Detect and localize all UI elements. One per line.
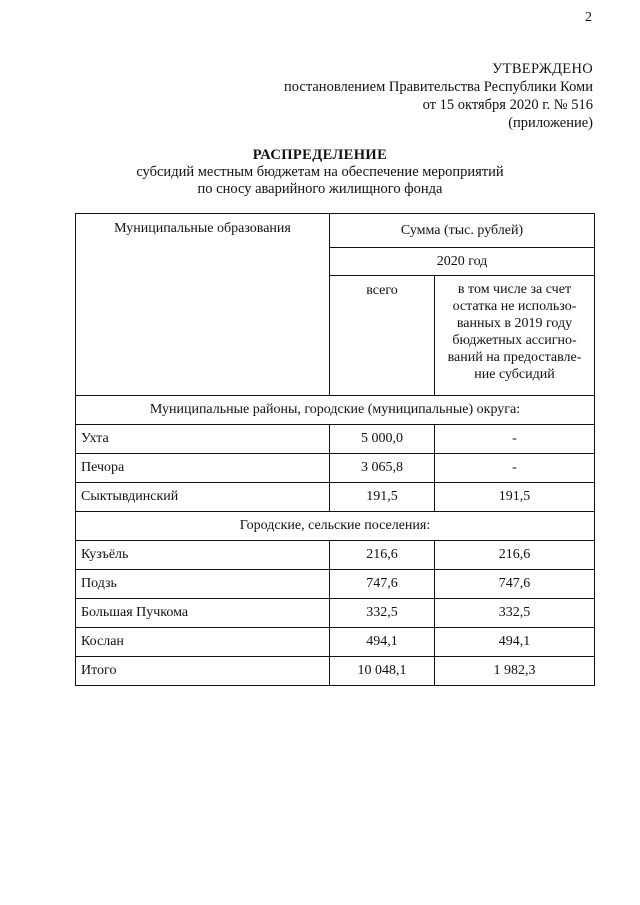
row-remainder: 747,6: [435, 570, 595, 599]
table-row: [76, 570, 595, 599]
total-name: Итого: [76, 657, 330, 686]
row-total: 494,1: [330, 628, 435, 657]
approval-line-3: (приложение): [508, 115, 593, 131]
approval-line-2: от 15 октября 2020 г. № 516: [422, 97, 593, 113]
total-sum: 10 048,1: [330, 657, 435, 686]
row-total: 3 065,8: [330, 454, 435, 483]
header-municipalities: Муниципальные образования: [76, 214, 330, 396]
row-total: 747,6: [330, 570, 435, 599]
section-title: Городские, сельские поселения:: [76, 512, 595, 541]
row-name: Подзь: [76, 570, 330, 599]
row-name: Сыктывдинский: [76, 483, 330, 512]
row-remainder: -: [435, 454, 595, 483]
table-row: [76, 599, 595, 628]
document-title: [0, 147, 640, 198]
title-line-1: субсидий местным бюджетам на обеспечение мероприятий: [136, 164, 504, 180]
section-title: Муниципальные районы, городские (муниципальные) округа:: [76, 396, 595, 425]
page-number: 2: [585, 10, 592, 25]
title-line-2: по сносу аварийного жилищного фонда: [197, 181, 443, 197]
table-row: [76, 628, 595, 657]
row-total: 216,6: [330, 541, 435, 570]
row-name: Печора: [76, 454, 330, 483]
row-total: 191,5: [330, 483, 435, 512]
row-name: Кослан: [76, 628, 330, 657]
row-remainder: 216,6: [435, 541, 595, 570]
table-total-row: [76, 657, 595, 686]
table-row: [76, 483, 595, 512]
approval-block: [284, 60, 593, 132]
table-row: [76, 454, 595, 483]
distribution-table: [75, 213, 595, 686]
header-remainder: в том числе за счет остатка не использо-ванных в 2019 году бюджетных ассигно-ваний на предоставле-ние субсидий: [435, 276, 595, 396]
row-remainder: 332,5: [435, 599, 595, 628]
row-name: Ухта: [76, 425, 330, 454]
header-year: 2020 год: [330, 248, 595, 276]
title-main: РАСПРЕДЕЛЕНИЕ: [252, 147, 388, 163]
row-name: Кузъёль: [76, 541, 330, 570]
header-total: всего: [330, 276, 435, 396]
row-remainder: 191,5: [435, 483, 595, 512]
table-header-row: [76, 214, 595, 248]
row-remainder: -: [435, 425, 595, 454]
approval-heading: УТВЕРЖДЕНО: [492, 61, 593, 77]
row-total: 332,5: [330, 599, 435, 628]
total-remainder: 1 982,3: [435, 657, 595, 686]
header-sum: Сумма (тыс. рублей): [330, 214, 595, 248]
section-row: [76, 396, 595, 425]
row-remainder: 494,1: [435, 628, 595, 657]
row-total: 5 000,0: [330, 425, 435, 454]
section-row: [76, 512, 595, 541]
table-row: [76, 425, 595, 454]
approval-line-1: постановлением Правительства Республики Коми: [284, 79, 593, 95]
table-row: [76, 541, 595, 570]
row-name: Большая Пучкома: [76, 599, 330, 628]
